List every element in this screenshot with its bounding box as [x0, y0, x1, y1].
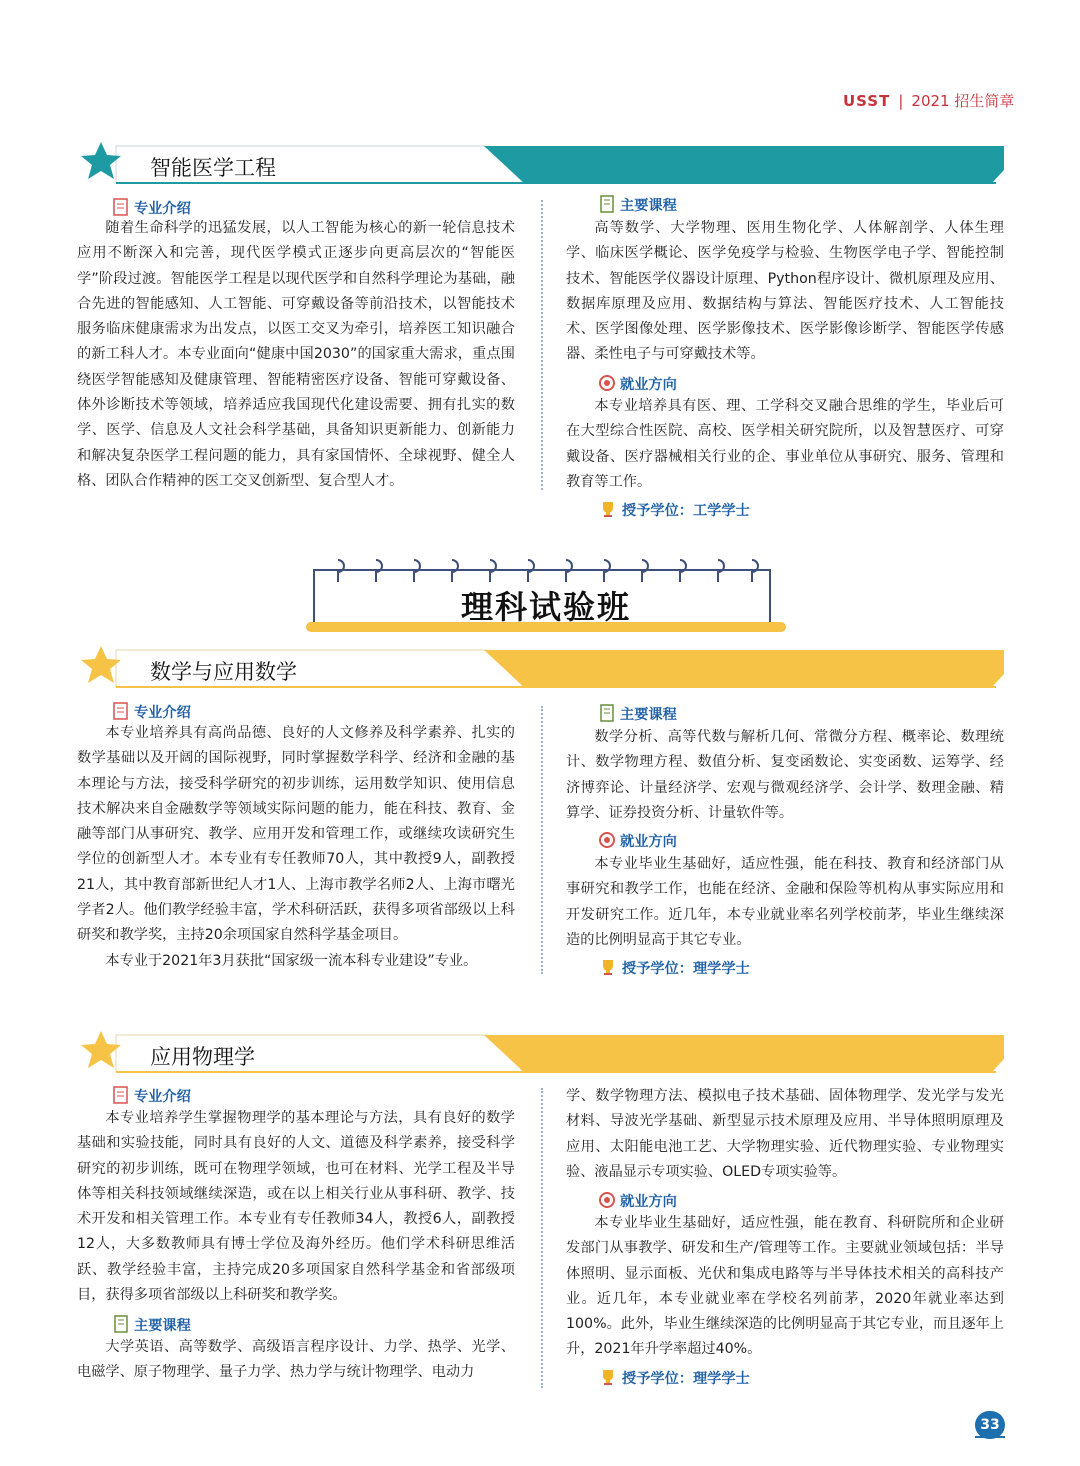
- courses-heading: 主要课程: [598, 195, 677, 217]
- courses-text-left: 大学英语、高等数学、高级语言程序设计、力学、热学、光学、电磁学、原子物理学、量子力学、热力学与统计物理学、电动力: [77, 1339, 515, 1381]
- courses-heading: 主要课程: [112, 1315, 191, 1337]
- star-icon: [81, 142, 121, 179]
- document-icon: [112, 1086, 130, 1108]
- section-title: 智能医学工程: [150, 156, 276, 180]
- page-number: 33: [975, 1411, 1005, 1439]
- courses-heading: 主要课程: [598, 704, 677, 726]
- courses-text: 高等数学、大学物理、医用生物化学、人体解剖学、人体生理学、临床医学概论、医学免疫学与检验、生物医学电子学、智能控制技术、智能医学仪器设计原理、Python程序设计、微机原理及应用、数据库原理及应用、数据结构与算法、智能医疗技术、人工智能技术、医学图像处理、医学影像技术、医学影像诊断学、智能医学传感器、柔性电子与可穿戴技术等。: [566, 220, 1004, 363]
- degree-value: 理学学士: [692, 961, 750, 977]
- intro-text: 本专业培养学生掌握物理学的基本理论与方法，具有良好的数学基础和实验技能，同时具有良好的人文、道德及科学素养，接受科学研究的初步训练，既可在物理学领域，也可在材料、光学工程及半导体等相关科技领域继续深造，或在以上相关行业从事科研、教学、技术开发和相关管理工作。本专业有专任教师34人，教授6人，副教授12人，大多数教师具有博士学位及海外经历。他们学术科研思维活跃、教学经验丰富，主持完成20多项国家自然科学基金和省部级项目，获得多项省部级以上科研奖和教学奖。: [77, 1110, 515, 1304]
- target-icon: [598, 374, 616, 396]
- book-icon: [112, 1315, 130, 1337]
- brand-logo-text: USST: [843, 92, 891, 110]
- target-icon: [598, 1191, 616, 1213]
- page-header: [843, 90, 1014, 111]
- section-banner-smart-medical: [76, 140, 1004, 186]
- career-heading: 就业方向: [598, 1191, 677, 1213]
- degree-heading: 授予学位：理学学士: [598, 1368, 750, 1390]
- star-icon: [81, 1031, 121, 1068]
- intro-heading: 专业介绍: [112, 1086, 191, 1108]
- column-divider: [541, 200, 543, 490]
- intro-text: 本专业培养具有高尚品德、良好的人文修养及科学素养、扎实的数学基础以及开阔的国际视野，同时掌握数学科学、经济和金融的基本理论与方法，接受科学研究的初步训练，运用数学知识、使用信息技术解决来自金融数学等领域实际问题的能力，能在科技、教育、金融等部门从事研究、教学、应用开发和管理工作，或继续攻读研究生学位的创新型人才。本专业有专任教师70人，其中教授9人，副教授21人，其中教育部新世纪人才1人、上海市教学名师2人、上海市曙光学者2人。他们教学经验丰富，学术科研活跃，获得多项省部级以上科研奖和教学奖，主持20余项国家自然科学基金项目。 本专业于2021年3月获批“国家级一流本科专业建设”专业。: [77, 725, 515, 969]
- career-heading: 就业方向: [598, 831, 677, 853]
- intro-heading: 专业介绍: [112, 198, 191, 220]
- career-heading: 就业方向: [598, 374, 677, 396]
- page-number-underline: [975, 1436, 1005, 1438]
- degree-heading: 授予学位：工学学士: [598, 500, 750, 522]
- intro-heading: 专业介绍: [112, 702, 191, 724]
- degree-value: 理学学士: [692, 1371, 750, 1387]
- section-banner-physics: [76, 1029, 1004, 1075]
- section-banner-math: [76, 644, 1004, 690]
- courses-text: 数学分析、高等代数与解析几何、常微分方程、概率论、数理统计、数学物理方程、数值分析、复变函数论、实变函数、运筹学、经济博弈论、计量经济学、宏观与微观经济学、会计学、数理金融、精算学、证券投资分析、计量软件等。: [566, 729, 1004, 821]
- column-divider: [541, 1088, 543, 1388]
- target-icon: [598, 831, 616, 853]
- degree-value: 工学学士: [692, 503, 750, 519]
- trophy-icon: [598, 500, 618, 522]
- career-text: 本专业培养具有医、理、工学科交叉融合思维的学生，毕业后可在大型综合性医院、高校、医学相关研究院所，以及智慧医疗、可穿戴设备、医疗器械相关行业的企、事业单位从事研究、服务、管理和教育等工作。: [566, 398, 1004, 490]
- section-title: 数学与应用数学: [150, 660, 297, 684]
- trophy-icon: [598, 958, 618, 980]
- degree-heading: 授予学位：理学学士: [598, 958, 750, 980]
- header-title: 2021 招生简章: [911, 92, 1015, 110]
- star-icon: [81, 646, 121, 683]
- header-separator: |: [898, 92, 904, 110]
- career-text: 本专业毕业生基础好，适应性强，能在教育、科研院所和企业研发部门从事教学、研发和生产/管理等工作。主要就业领域包括：半导体照明、显示面板、光伏和集成电路等与半导体技术相关的高科技产业。近几年，本专业就业率在学校名列前茅，2020年就业率达到100%。此外，毕业生继续深造的比例明显高于其它专业，而且逐年上升，2021年升学率超过40%。: [566, 1215, 1004, 1358]
- career-text: 本专业毕业生基础好，适应性强，能在科技、教育和经济部门从事研究和教学工作，也能在经济、金融和保险等机构从事实际应用和开发研究工作。近几年，本专业就业率名列学校前茅，毕业生继续深造的比例明显高于其它专业。: [566, 856, 1004, 948]
- courses-text-right: 学、数学物理方法、模拟电子技术基础、固体物理学、发光学与发光材料、导波光学基础、新型显示技术原理及应用、半导体照明原理及应用、太阳能电池工艺、大学物理实验、近代物理实验、专业物理实验、液晶显示专项实验、OLED专项实验等。: [566, 1088, 1004, 1180]
- center-title-card: [306, 556, 786, 636]
- column-divider: [541, 706, 543, 974]
- trophy-icon: [598, 1368, 618, 1390]
- intro-text: 随着生命科学的迅猛发展，以人工智能为核心的新一轮信息技术应用不断深入和完善，现代医学模式正逐步向更高层次的“智能医学”阶段过渡。智能医学工程是以现代医学和自然科学理论为基础，融合先进的智能感知、人工智能、可穿戴设备等前沿技术，以智能技术服务临床健康需求为出发点，以医工交叉为牵引，培养医工知识融合的新工科人才。本专业面向“健康中国2030”的国家重大需求，重点围绕医学智能感知及健康管理、智能精密医疗设备、智能可穿戴设备、体外诊断技术等领域，培养适应我国现代化建设需要、拥有扎实的数学、医学、信息及人文社会科学基础，具备知识更新能力、创新能力和解决复杂医学工程问题的能力，具有家国情怀、全球视野、健全人格、团队合作精神的医工交叉创新型、复合型人才。: [77, 220, 515, 489]
- section-title: 应用物理学: [150, 1045, 255, 1069]
- center-title-text: 理科试验班: [460, 588, 631, 626]
- book-icon: [598, 195, 616, 217]
- book-icon: [598, 704, 616, 726]
